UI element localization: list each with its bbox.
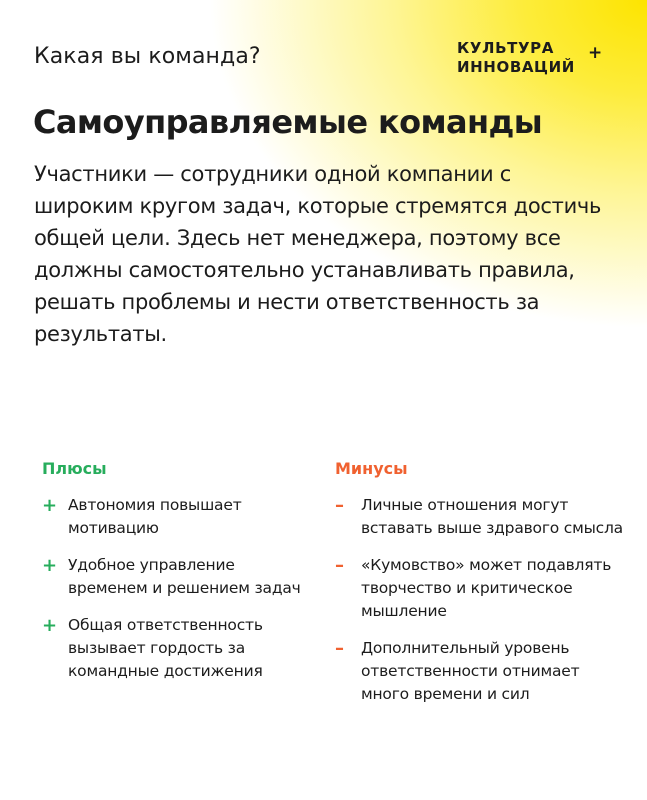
list-item: [42, 554, 307, 600]
logo-line-2: ИННОВАЦИЙ: [457, 58, 575, 76]
cons-heading: Минусы: [335, 459, 408, 478]
plus-icon: +: [42, 555, 57, 576]
con-text: Дополнительный уровень ответственности отнимает много времени и сил: [361, 639, 580, 703]
plus-icon: +: [42, 615, 57, 636]
logo-line-1: КУЛЬТУРА: [457, 39, 554, 57]
cons-list: [335, 494, 625, 720]
plus-icon: +: [42, 495, 57, 516]
page-title: Самоуправляемые команды: [33, 103, 543, 141]
pro-text: Автономия повышает мотивацию: [68, 496, 242, 537]
pro-text: Удобное управление временем и решением задач: [68, 556, 301, 597]
minus-icon: –: [335, 638, 344, 659]
minus-icon: –: [335, 495, 344, 516]
list-item: [335, 637, 625, 706]
pros-list: [42, 494, 307, 697]
plus-icon: +: [588, 43, 603, 63]
con-text: «Кумовство» может подавлять творчество и критическое мышление: [361, 556, 612, 620]
list-item: [335, 554, 625, 623]
list-item: [42, 494, 307, 540]
description-text: Участники — сотрудники одной компании с широким кругом задач, которые стремятся достичь общей цели. Здесь нет менеджера, поэтому все должны самостоятельно устанавливать правила, решать проблемы и нести ответственность за результаты.: [34, 162, 602, 346]
pros-heading: Плюсы: [42, 459, 107, 478]
list-item: [335, 494, 625, 540]
con-text: Личные отношения могут вставать выше здравого смысла: [361, 496, 623, 537]
question-title: Какая вы команда?: [34, 44, 261, 69]
minus-icon: –: [335, 555, 344, 576]
brand-logo: [457, 39, 575, 77]
pro-text: Общая ответственность вызывает гордость за командные достижения: [68, 616, 263, 680]
list-item: [42, 614, 307, 683]
